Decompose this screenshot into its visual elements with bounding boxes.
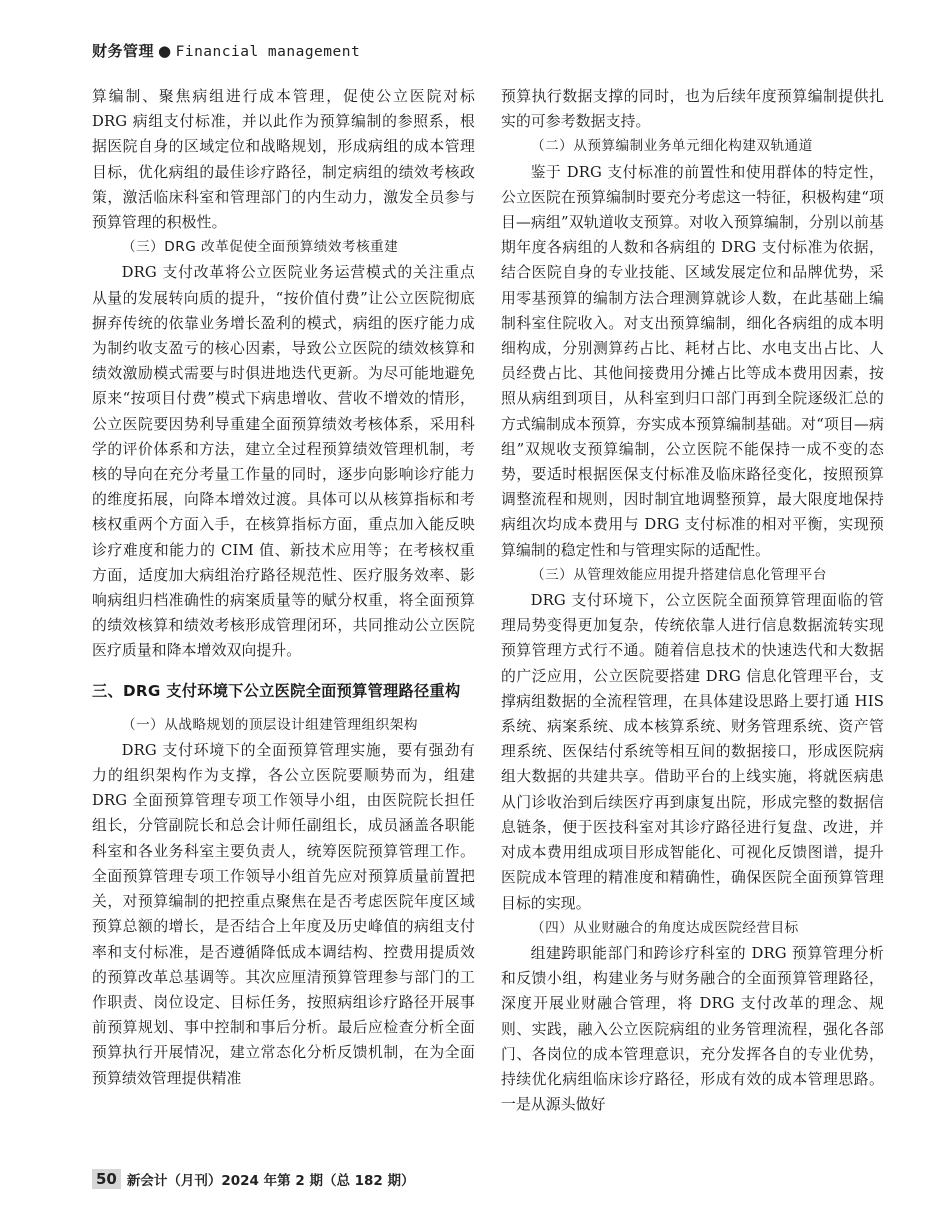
header-separator: ● [158, 42, 172, 60]
left-column [92, 84, 475, 1164]
journal-citation: 新会计（月刊）2024 年第 2 期（总 182 期） [126, 1173, 415, 1189]
subsection-heading: （一）从战略规划的顶层设计组建管理组织架构 [122, 716, 418, 733]
header-section: 财务管理 [92, 42, 155, 60]
running-header [92, 40, 360, 61]
right-column [501, 84, 884, 1164]
subsection-heading: （三）DRG 改革促使全面预算绩效考核重建 [122, 239, 399, 256]
paragraph: DRG 支付改革将公立医院业务运营模式的关注重点从量的发展转向质的提升，“按价值付费”让公立医院彻底摒弃传统的依靠业务增长盈利的模式，病组的医疗能力成为制约收支盈亏的核心因素，导致公立医院的绩效核算和绩效激励模式需要与时俱进地迭代更新。为尽可能地避免原来“按项目付费”模式下病患增收、营收不增效的情形，公立医院要因势利导重建全面预算绩效考核体系，采用科学的评价体系和方法，建立全过程预算绩效管理机制，考核的导向在充分考量工作量的同时，逐步向影响诊疗能力的维度拓展，向降本增效过渡。具体可以从核算指标和考核权重两个方面入手，在核算指标方面，重点加入能反映诊疗难度和能力的 CIM 值、新技术应用等；在考核权重方面，适度加大病组治疗路径规范性、医疗服务效率、影响病组归档准确性的病案质量等的赋分权重，将全面预算的绩效核算和绩效考核形成管理闭环，共同推动公立医院医疗质量和降本增效双向提升。 [92, 264, 475, 660]
page-number: 50 [92, 1169, 121, 1189]
paragraph: 组建跨职能部门和跨诊疗科室的 DRG 预算管理分析和反馈小组，构建业务与财务融合的全面预算管理路径，深度开展业财融合管理，将 DRG 支付改革的理念、规则、实践，融入公立医院病组的业务管理流程，强化各部门、各岗位的成本管理意识，充分发挥各自的专业优势，持续优化病组临床诊疗路径，形成有效的成本管理思路。一是从源头做好 [501, 944, 884, 1114]
paragraph: 算编制、聚焦病组进行成本管理，促使公立医院对标 DRG 病组支付标准，并以此作为预算编制的参照系，根据医院自身的区域定位和战略规划，形成病组的成本管理目标，优化病组的最佳诊疗路径，制定病组的绩效考核政策，激活临床科室和管理部门的内生动力，激发全员参与预算管理的积极性。 [92, 88, 475, 232]
paragraph: 预算执行数据支撑的同时，也为后续年度预算编制提供扎实的可参考数据支持。 [501, 88, 884, 131]
subsection-heading: （三）从管理效能应用提升搭建信息化管理平台 [531, 566, 827, 583]
section-heading: 三、DRG 支付环境下公立医院全面预算管理路径重构 [92, 681, 461, 700]
paragraph: DRG 支付环境下，公立医院全面预算管理面临的管理局势变得更加复杂，传统依靠人进行信息数据流转实现预算管理方式行不通。随着信息技术的快速迭代和大数据的广泛应用，公立医院要搭建 DRG 信息化管理平台，支撑病组数据的全流程管理，在具体建设思路上要打通 HIS 系统、病案系统、成本核算系统、财务管理系统、资产管理系统、医保结付系统等相互间的数据接口，形成医院病组大数据的共建共享。借助平台的上线实施，将就医病患从门诊收治到后续医疗再到康复出院，形成完整的数据信息链条，便于医技科室对其诊疗路径进行复盘、改进，并对成本费用组成项目形成智能化、可视化反馈图谱，提升医院成本管理的精准度和精确性，确保医院全面预算管理目标的实现。 [501, 592, 884, 912]
paragraph: 鉴于 DRG 支付标准的前置性和使用群体的特定性，公立医院在预算编制时要充分考虑这一特征，积极构建“项目—病组”双轨道收支预算。对收入预算编制，分别以前基期年度各病组的人数和各病组的 DRG 支付标准为依据，结合医院自身的专业技能、区域发展定位和品牌优势，采用零基预算的编制方法合理测算就诊人数，在此基础上编制科室住院收入。对支出预算编制，细化各病组的成本明细构成，分别测算药占比、耗材占比、水电支出占比、人员经费占比、其他间接费用分摊占比等成本费用因素，按照从病组到项目，从科室到归口部门再到全院逐级汇总的方式编制成本预算，夯实成本预算编制基础。对“项目—病组”双规收支预算编制，公立医院不能保持一成不变的态势，要适时根据医保支付标准及临床路径变化，按照预算调整流程和规则，因时制宜地调整预算，最大限度地保持病组次均成本费用与 DRG 支付标准的相对平衡，实现预算编制的稳定性和与管理实际的适配性。 [501, 163, 884, 559]
paragraph: DRG 支付环境下的全面预算管理实施，要有强劲有力的组织架构作为支撑，各公立医院要顺势而为，组建 DRG 全面预算管理专项工作领导小组，由医院院长担任组长，分管副院长和总会计师任副组长，成员涵盖各职能科室和各业务科室主要负责人，统筹医院预算管理工作。全面预算管理专项工作领导小组首先应对预算质量前置把关，对预算编制的把控重点聚焦在是否考虑医院年度区域预算总额的增长，是否结合上年度及历史峰值的病组支付率和支付标准，是否遵循降低成本调结构、控费用提质效的预算改革总基调等。其次应厘清预算管理参与部门的工作职责、岗位设定、目标任务，按照病组诊疗路径开展事前预算规划、事中控制和事后分析。最后应检查分析全面预算执行开展情况，建立常态化分析反馈机制，在为全面预算绩效管理提供精准 [92, 741, 475, 1087]
header-section-en: Financial management [175, 44, 361, 60]
subsection-heading: （二）从预算编制业务单元细化构建双轨通道 [531, 138, 813, 155]
page-footer [92, 1168, 415, 1190]
subsection-heading: （四）从业财融合的角度达成医院经营目标 [531, 919, 799, 936]
